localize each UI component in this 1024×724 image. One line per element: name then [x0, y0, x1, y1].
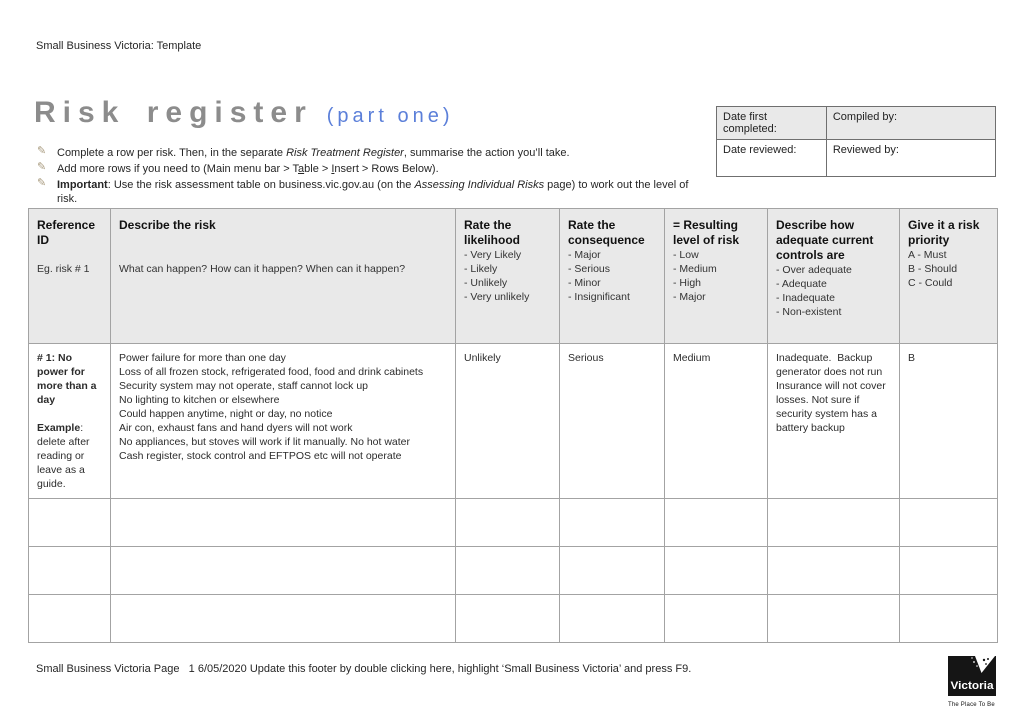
empty-cell[interactable]: [768, 595, 900, 643]
empty-cell[interactable]: [665, 547, 768, 595]
compiled-by-label: Compiled by:: [832, 111, 898, 123]
empty-risk-row: [29, 547, 998, 595]
empty-cell[interactable]: [456, 547, 560, 595]
empty-cell[interactable]: [900, 547, 998, 595]
victoria-logo-tagline: The Place To Be: [948, 702, 995, 708]
pencil-icon: ✎: [37, 145, 47, 157]
empty-cell[interactable]: [29, 499, 111, 547]
pencil-icon: ✎: [37, 177, 47, 189]
empty-cell[interactable]: [900, 595, 998, 643]
example-risk-row: [29, 344, 998, 499]
document-footer[interactable]: Small Business Victoria Page 1 6/05/2020 Update this footer by double clicking here, highlight ‘Small Business Victoria’ and press F9.: [36, 663, 692, 675]
page-title: [34, 96, 453, 130]
col-header-reference-id: Reference ID Eg. risk # 1: [29, 209, 111, 344]
col-header-risk-level: = Resulting level of risk - Low - Medium - High - Major: [665, 209, 768, 344]
date-reviewed-cell[interactable]: [717, 140, 827, 177]
reviewed-by-label: Reviewed by:: [832, 144, 899, 156]
date-reviewed-label: Date reviewed:: [723, 144, 797, 156]
instruction-text: Important: Use the risk assessment table on business.vic.gov.au (on the Assessing Individual Risks page) to work out the level of risk.: [57, 179, 689, 205]
empty-cell[interactable]: [900, 499, 998, 547]
document-header-label: Small Business Victoria: Template: [36, 40, 202, 52]
date-first-completed-cell[interactable]: [717, 107, 827, 140]
empty-cell[interactable]: [768, 547, 900, 595]
empty-cell[interactable]: [29, 547, 111, 595]
empty-cell[interactable]: [456, 595, 560, 643]
empty-cell[interactable]: [111, 547, 456, 595]
date-first-completed-label: Date first completed:: [723, 111, 777, 135]
pencil-icon: ✎: [37, 161, 47, 173]
page-title-main: Risk register: [34, 96, 313, 129]
empty-risk-row: [29, 595, 998, 643]
col-header-consequence: Rate the consequence - Major - Serious - Minor - Insignificant: [560, 209, 665, 344]
cell-consequence[interactable]: Serious: [560, 344, 665, 499]
cell-priority[interactable]: B: [900, 344, 998, 499]
col-header-priority: Give it a risk priority A - Must B - Should C - Could: [900, 209, 998, 344]
compiled-by-cell[interactable]: [826, 107, 995, 140]
victoria-logo: [948, 656, 1000, 709]
col-header-controls: Describe how adequate current controls are - Over adequate - Adequate - Inadequate - Non-existent: [768, 209, 900, 344]
col-header-describe-risk: Describe the risk What can happen? How can it happen? When can it happen?: [111, 209, 456, 344]
empty-cell[interactable]: [560, 547, 665, 595]
page-title-suffix: (part one): [326, 105, 454, 127]
cell-risk-description[interactable]: Power failure for more than one day Loss of all frozen stock, refrigerated food, food and drink cabinets Security system may not operate, staff cannot lock up No lighting to kitchen or elsewhere Could happen anytime, night or day, no notice Air con, exhaust fans and hand dyers will not work No appliances, but stoves will work if lit manually. No hot water Cash register, stock control and EFTPOS etc will not operate: [111, 344, 456, 499]
empty-cell[interactable]: [560, 595, 665, 643]
cell-controls[interactable]: Inadequate. Backup generator does not run Insurance will not cover losses. Not sure if security system has a battery backup: [768, 344, 900, 499]
empty-cell[interactable]: [665, 499, 768, 547]
empty-cell[interactable]: [560, 499, 665, 547]
empty-cell[interactable]: [111, 595, 456, 643]
victoria-logo-mark: [948, 656, 996, 696]
instructions-list: [37, 146, 707, 208]
instruction-text: Complete a row per risk. Then, in the separate Risk Treatment Register, summarise the action you’ll take.: [57, 147, 570, 159]
empty-cell[interactable]: [456, 499, 560, 547]
empty-cell[interactable]: [111, 499, 456, 547]
empty-cell[interactable]: [29, 595, 111, 643]
instruction-item: [37, 162, 707, 176]
instruction-text: Add more rows if you need to (Main menu bar > Table > Insert > Rows Below).: [57, 163, 439, 175]
cell-likelihood[interactable]: Unlikely: [456, 344, 560, 499]
cell-reference-id[interactable]: # 1: No power for more than a day Example: delete after reading or leave as a guide.: [29, 344, 111, 499]
completion-info-table: [716, 106, 996, 177]
instruction-item: [37, 178, 707, 206]
instruction-item: [37, 146, 707, 160]
risk-register-table: [28, 208, 998, 643]
empty-cell[interactable]: [665, 595, 768, 643]
empty-risk-row: [29, 499, 998, 547]
empty-cell[interactable]: [768, 499, 900, 547]
cell-risk-level[interactable]: Medium: [665, 344, 768, 499]
table-header-row: [29, 209, 998, 344]
col-header-likelihood: Rate the likelihood - Very Likely - Likely - Unlikely - Very unlikely: [456, 209, 560, 344]
svg-text:Victoria: Victoria: [950, 680, 995, 692]
reviewed-by-cell[interactable]: [826, 140, 995, 177]
